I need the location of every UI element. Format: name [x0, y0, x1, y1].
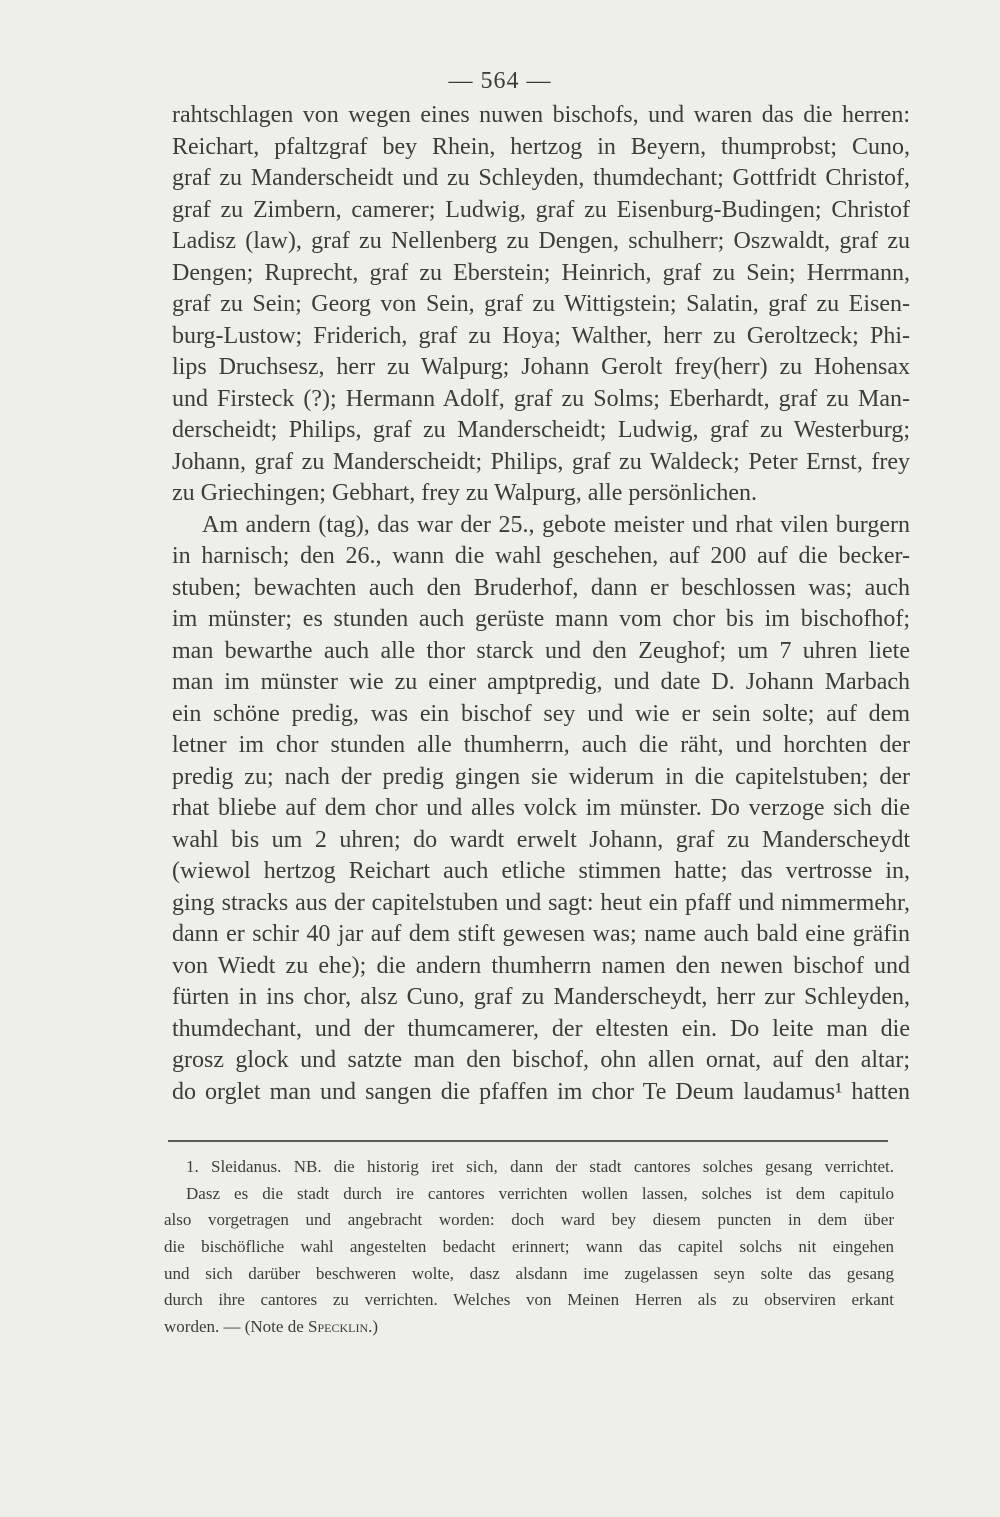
footnote-line: [164, 1314, 894, 1341]
footnote-line: durch ihre cantores zu verrichten. Welches von Meinen Herren als zu observiren erkant: [164, 1290, 894, 1310]
text-line: burg-Lustow; Friderich, graf zu Hoya; Walther, herr zu Geroltzeck; Phi-: [172, 322, 910, 349]
text-line: Ladisz (law), graf zu Nellenberg zu Dengen, schulherr; Oszwaldt, graf zu: [172, 228, 910, 254]
text-line: Johann, graf zu Manderscheidt; Philips, graf zu Waldeck; Peter Ernst, frey: [172, 448, 910, 475]
text-line: in harnisch; den 26., wann die wahl geschehen, auf 200 auf die becker-: [172, 543, 910, 569]
text-line: rhat bliebe auf dem chor und alles volck im münster. Do verzoge sich die: [172, 795, 910, 821]
footnote-line: die bischöfliche wahl angestelten bedacht erinnert; wann das capitel solchs nit eingehen: [164, 1237, 894, 1257]
text-line: grosz glock und satzte man den bischof, ohn allen ornat, auf den altar;: [172, 1047, 910, 1073]
text-line: rahtschlagen von wegen eines nuwen bischofs, und waren das die herren:: [172, 102, 910, 128]
text-line: ein schöne predig, was ein bischof sey und wie er sein solte; auf dem: [172, 700, 910, 727]
text-line: wahl bis um 2 uhren; do wardt erwelt Johann, graf zu Manderscheydt: [172, 826, 910, 853]
text-line: fürten in ins chor, alsz Cuno, graf zu Manderscheydt, herr zur Schleyden,: [172, 984, 910, 1010]
text-line: von Wiedt zu ehe); die andern thumherrn namen den newen bischof und: [172, 952, 910, 979]
text-line: do orglet man und sangen die pfaffen im chor Te Deum laudamus¹ hatten: [172, 1078, 910, 1105]
text-line: und Firsteck (?); Hermann Adolf, graf zu Solms; Eberhardt, graf zu Man-: [172, 385, 910, 412]
page-number: — 564 —: [448, 68, 552, 94]
text-line: graf zu Zimbern, camerer; Ludwig, graf zu Eisenburg-Budingen; Christof: [172, 196, 910, 223]
text-line: stuben; bewachten auch den Bruderhof, dann er beschlossen was; auch: [172, 574, 910, 601]
footnote-separator: [168, 1140, 888, 1142]
text-line: im münster; es stunden auch gerüste mann vom chor bis im bischofhof;: [172, 606, 910, 632]
text-line: letner im chor stunden alle thumherrn, auch die räht, und horchten der: [172, 732, 910, 758]
text-line: lips Druchsesz, herr zu Walpurg; Johann Gerolt frey(herr) zu Hohensax: [172, 354, 910, 380]
text-line: thumdechant, und der thumcamerer, der eltesten ein. Do leite man die: [172, 1015, 910, 1042]
footnote-author: Specklin: [308, 1317, 369, 1337]
footnote-line: Dasz es die stadt durch ire cantores verrichten wollen lassen, solches ist dem capitulo: [186, 1183, 894, 1203]
footnote-note-prefix: worden. — (Note de: [164, 1317, 308, 1337]
footnotes: [164, 1154, 894, 1341]
text-line: ging stracks aus der capitelstuben und sagt: heut ein pfaff und nimmermehr,: [172, 889, 910, 916]
body-text: [172, 100, 910, 1108]
footnote-note-suffix: .): [368, 1317, 379, 1337]
footnote-line: also vorgetragen und angebracht worden: doch ward bey diesem puncten in dem über: [164, 1210, 894, 1230]
footnote-line: und sich darüber beschweren wolte, dasz alsdann ime zugelassen seyn solte das gesang: [164, 1263, 894, 1283]
text-line: predig zu; nach der predig gingen sie widerum in die capitelstuben; der: [172, 763, 910, 790]
text-line: graf zu Sein; Georg von Sein, graf zu Wittigstein; Salatin, graf zu Eisen-: [172, 291, 910, 317]
text-line: Reichart, pfaltzgraf bey Rhein, hertzog in Beyern, thumprobst; Cuno,: [172, 133, 910, 160]
text-line: dann er schir 40 jar auf dem stift gewesen was; name auch bald eine gräfin: [172, 921, 910, 947]
text-line: man bewarthe auch alle thor starck und den Zeughof; um 7 uhren liete: [172, 637, 910, 664]
text-line: man im münster wie zu einer amptpredig, und date D. Johann Marbach: [172, 669, 910, 695]
text-line: zu Griechingen; Gebhart, frey zu Walpurg, alle persönlichen.: [172, 480, 757, 506]
text-line: (wiewol hertzog Reichart auch etliche stimmen hatte; das vertrosse in,: [172, 858, 910, 884]
text-line: Dengen; Ruprecht, graf zu Eberstein; Heinrich, graf zu Sein; Herrmann,: [172, 259, 910, 286]
text-line: Am andern (tag), das war der 25., gebote meister und rhat vilen burgern: [202, 511, 910, 538]
footnote-line: 1. Sleidanus. NB. die historig iret sich, dann der stadt cantores solches gesang verrichtet.: [186, 1157, 894, 1176]
text-line: derscheidt; Philips, graf zu Manderscheidt; Ludwig, graf zu Westerburg;: [172, 417, 910, 443]
text-line: graf zu Manderscheidt und zu Schleyden, thumdechant; Gottfridt Christof,: [172, 165, 910, 191]
